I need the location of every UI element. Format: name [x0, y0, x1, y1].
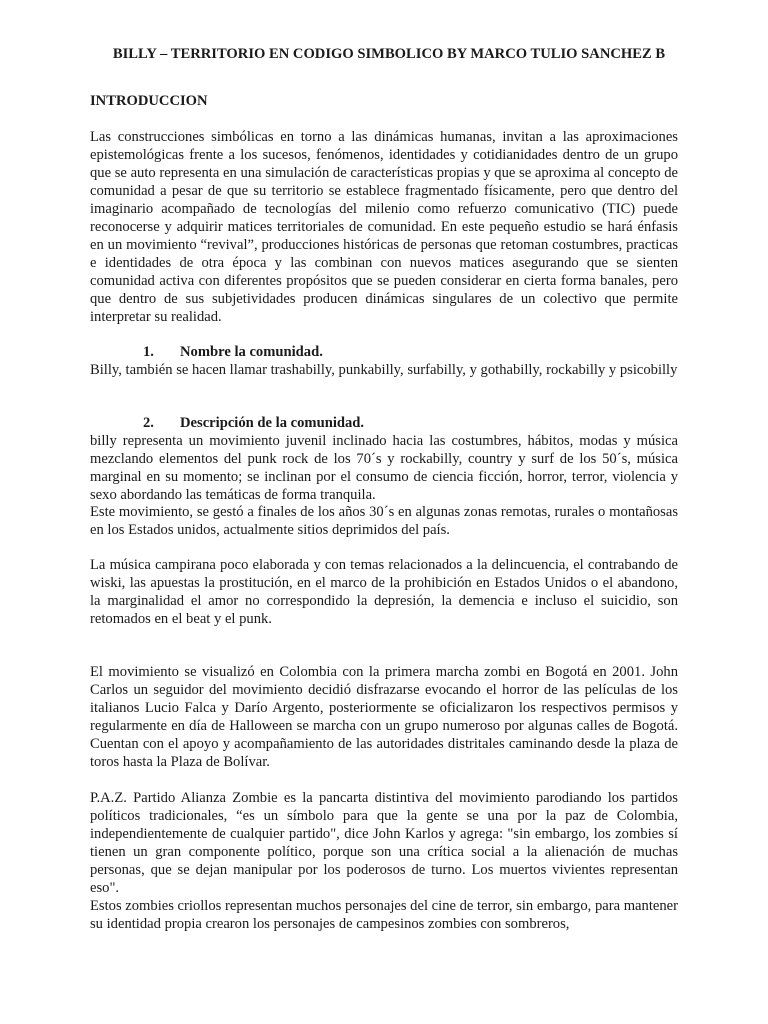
- music-paragraph: La música campirana poco elaborada y con temas relacionados a la delincuencia, el contrabando de wiski, las apuestas la prostitución, en el marco de la prohibición en Estados Unidos o el abandono, la marginalidad el amor no correspondido la depresión, la demencia e incluso el suicidio, son retomados en el beat y el punk.: [90, 557, 678, 627]
- section-1-number: 1.: [143, 344, 154, 360]
- section-1-title: Nombre la comunidad.: [180, 344, 323, 360]
- section-2-body-2: Este movimiento, se gestó a finales de los años 30´s en algunas zonas remotas, rurales o montañosas en los Estados unidos, actualmente sitios deprimidos del país.: [90, 504, 678, 538]
- intro-paragraph: Las construcciones simbólicas en torno a las dinámicas humanas, invitan a las aproximaciones epistemológicas frente a los sucesos, fenómenos, identidades y cotidianidades dentro de un grupo que se auto representa en una simulación de características propias y que se aproxima al concepto de comunidad a pesar de que su territorio se establece fragmentado físicamente, pero que dentro del imaginario acompañado de tecnologías del milenio como refuerzo comunicativo (TIC) puede reconocerse y adquirir matices territoriales de comunidad. En este pequeño estudio se hará énfasis en un movimiento “revival”, producciones históricas de personas que retoman costumbres, practicas e identidades de otra época y las combinan con nuevos matices asegurando que se sienten comunidad activa con diferentes propósitos que se pueden considerar en cierta forma banales, pero que dentro de sus subjetividades producen dinámicas singulares de un colectivo que permite interpretar su realidad.: [90, 129, 678, 325]
- section-2-title: Descripción de la comunidad.: [180, 415, 365, 431]
- section-2-number: 2.: [143, 415, 154, 431]
- section-1-heading: [143, 343, 323, 361]
- paz-paragraph: P.A.Z. Partido Alianza Zombie es la pancarta distintiva del movimiento parodiando los partidos políticos tradicionales, “es un símbolo para que la gente se una por la paz de Colombia, independientemente de cualquier partido", dice John Karlos y agrega: "sin embargo, los zombies sí tienen un gran componente político, porque son una crítica social a la alienación de muchas personas, que se dejan manipular por los poderosos de turno. Los muertos vivientes representan eso".: [90, 790, 678, 896]
- section-2-heading: [143, 414, 364, 432]
- zombies-paragraph: Estos zombies criollos representan muchos personajes del cine de terror, sin embargo, para mantener su identidad propia crearon los personajes de campesinos zombies con sombreros,: [90, 898, 678, 932]
- section-1-body: Billy, también se hacen llamar trashabilly, punkabilly, surfabilly, y gothabilly, rockabilly y psicobilly: [90, 362, 678, 378]
- document-title: BILLY – TERRITORIO EN CODIGO SIMBOLICO BY MARCO TULIO SANCHEZ B: [112, 46, 666, 62]
- colombia-paragraph: El movimiento se visualizó en Colombia con la primera marcha zombi en Bogotá en 2001. John Carlos un seguidor del movimiento decidió disfrazarse evocando el horror de las películas de los italianos Lucio Falca y Darío Argento, posteriormente se oficializaron los respectivos permisos y regularmente en día de Halloween se marcha con un grupo numeroso por algunas calles de Bogotá. Cuentan con el apoyo y acompañamiento de las autoridades distritales caminando desde la plaza de toros hasta la Plaza de Bolívar.: [90, 664, 678, 770]
- section-2-body: billy representa un movimiento juvenil inclinado hacia las costumbres, hábitos, modas y música mezclando elementos del punk rock de los 70´s y rockabilly, country y surf de los 50´s, música marginal en su momento; se inclinan por el consumo de ciencia ficción, horror, terror, violencia y sexo abordando las temáticas de forma tranquila.: [90, 433, 678, 503]
- intro-heading: INTRODUCCION: [90, 93, 208, 109]
